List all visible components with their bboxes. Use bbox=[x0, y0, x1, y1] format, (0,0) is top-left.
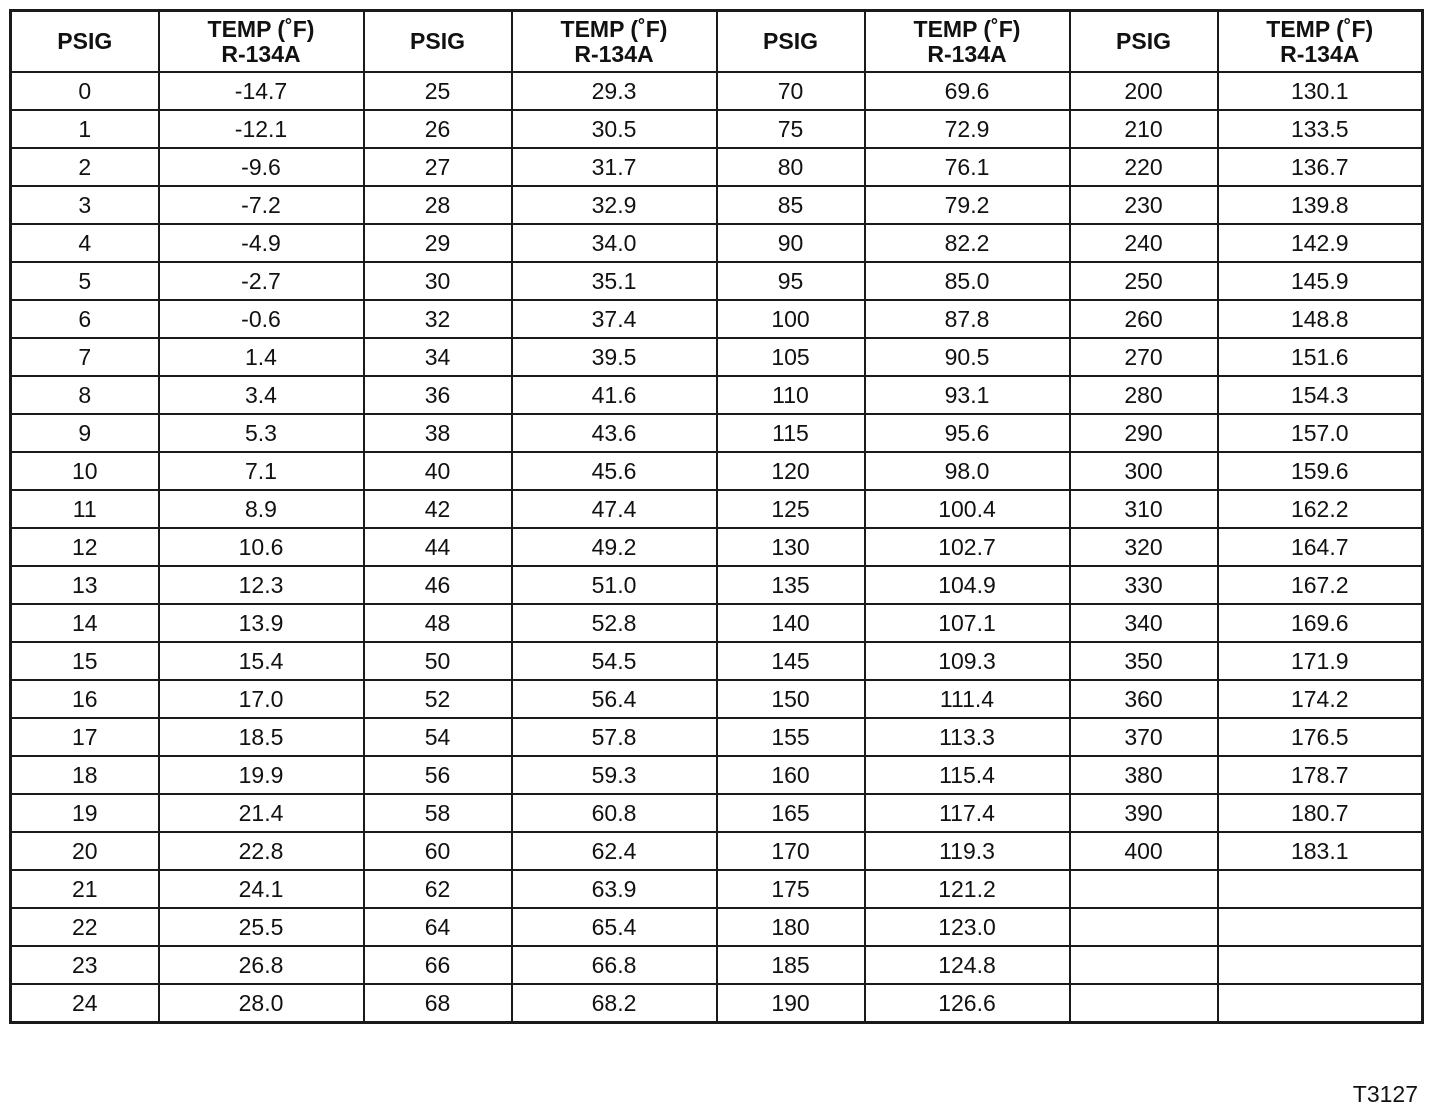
temp-cell: 15.4 bbox=[159, 642, 364, 680]
psig-cell: 190 bbox=[717, 984, 865, 1023]
temp-cell: 32.9 bbox=[512, 186, 717, 224]
table-row bbox=[11, 832, 1423, 870]
psig-cell: 19 bbox=[11, 794, 159, 832]
psig-cell: 26 bbox=[364, 110, 512, 148]
temp-cell: 1.4 bbox=[159, 338, 364, 376]
temp-cell: 104.9 bbox=[865, 566, 1070, 604]
temp-cell: 171.9 bbox=[1218, 642, 1423, 680]
temp-cell: 54.5 bbox=[512, 642, 717, 680]
psig-cell: 90 bbox=[717, 224, 865, 262]
psig-cell bbox=[1070, 870, 1218, 908]
psig-cell: 380 bbox=[1070, 756, 1218, 794]
psig-cell: 13 bbox=[11, 566, 159, 604]
psig-cell: 17 bbox=[11, 718, 159, 756]
psig-cell: 28 bbox=[364, 186, 512, 224]
temp-cell: 100.4 bbox=[865, 490, 1070, 528]
temp-cell: 47.4 bbox=[512, 490, 717, 528]
psig-cell: 80 bbox=[717, 148, 865, 186]
temp-cell: 121.2 bbox=[865, 870, 1070, 908]
table-row bbox=[11, 604, 1423, 642]
temp-cell: 57.8 bbox=[512, 718, 717, 756]
psig-cell: 64 bbox=[364, 908, 512, 946]
psig-cell: 38 bbox=[364, 414, 512, 452]
psig-cell: 85 bbox=[717, 186, 865, 224]
temp-cell: 174.2 bbox=[1218, 680, 1423, 718]
psig-cell: 5 bbox=[11, 262, 159, 300]
table-row bbox=[11, 186, 1423, 224]
temp-cell: 43.6 bbox=[512, 414, 717, 452]
psig-cell: 260 bbox=[1070, 300, 1218, 338]
temp-cell: 167.2 bbox=[1218, 566, 1423, 604]
temp-cell: 76.1 bbox=[865, 148, 1070, 186]
temp-cell: 7.1 bbox=[159, 452, 364, 490]
psig-cell: 350 bbox=[1070, 642, 1218, 680]
temp-cell: 151.6 bbox=[1218, 338, 1423, 376]
psig-cell: 330 bbox=[1070, 566, 1218, 604]
temp-cell: 98.0 bbox=[865, 452, 1070, 490]
temp-cell: -0.6 bbox=[159, 300, 364, 338]
table-row bbox=[11, 984, 1423, 1023]
psig-cell: 360 bbox=[1070, 680, 1218, 718]
psig-cell: 2 bbox=[11, 148, 159, 186]
temp-cell: -14.7 bbox=[159, 72, 364, 110]
temp-cell: 34.0 bbox=[512, 224, 717, 262]
psig-cell: 95 bbox=[717, 262, 865, 300]
psig-cell: 27 bbox=[364, 148, 512, 186]
psig-cell: 155 bbox=[717, 718, 865, 756]
header-line: TEMP (˚F) bbox=[913, 15, 1021, 42]
psig-cell: 54 bbox=[364, 718, 512, 756]
psig-cell: 10 bbox=[11, 452, 159, 490]
psig-cell: 48 bbox=[364, 604, 512, 642]
psig-cell: 29 bbox=[364, 224, 512, 262]
temp-cell: 35.1 bbox=[512, 262, 717, 300]
temp-cell: 22.8 bbox=[159, 832, 364, 870]
temp-cell: 164.7 bbox=[1218, 528, 1423, 566]
temp-cell: 176.5 bbox=[1218, 718, 1423, 756]
table-row bbox=[11, 414, 1423, 452]
temp-cell: 19.9 bbox=[159, 756, 364, 794]
psig-cell: 220 bbox=[1070, 148, 1218, 186]
psig-cell: 170 bbox=[717, 832, 865, 870]
header-temp-r134a bbox=[1218, 11, 1423, 73]
temp-cell: 60.8 bbox=[512, 794, 717, 832]
temp-cell: 124.8 bbox=[865, 946, 1070, 984]
header-psig bbox=[1070, 11, 1218, 73]
psig-cell: 140 bbox=[717, 604, 865, 642]
psig-cell: 340 bbox=[1070, 604, 1218, 642]
temp-cell: 136.7 bbox=[1218, 148, 1423, 186]
table-row bbox=[11, 794, 1423, 832]
temp-cell: 93.1 bbox=[865, 376, 1070, 414]
psig-cell: 210 bbox=[1070, 110, 1218, 148]
psig-cell: 18 bbox=[11, 756, 159, 794]
header-line: TEMP (˚F) bbox=[560, 15, 668, 42]
temp-cell: 28.0 bbox=[159, 984, 364, 1023]
psig-cell: 130 bbox=[717, 528, 865, 566]
header-line: R-134A bbox=[927, 40, 1007, 67]
psig-cell: 400 bbox=[1070, 832, 1218, 870]
temp-cell: 68.2 bbox=[512, 984, 717, 1023]
temp-cell: 178.7 bbox=[1218, 756, 1423, 794]
table-row bbox=[11, 224, 1423, 262]
temp-cell bbox=[1218, 984, 1423, 1023]
psig-cell: 115 bbox=[717, 414, 865, 452]
psig-cell: 42 bbox=[364, 490, 512, 528]
psig-cell: 20 bbox=[11, 832, 159, 870]
temp-cell bbox=[1218, 870, 1423, 908]
temp-cell: 37.4 bbox=[512, 300, 717, 338]
temp-cell: -12.1 bbox=[159, 110, 364, 148]
psig-cell: 165 bbox=[717, 794, 865, 832]
psig-cell: 100 bbox=[717, 300, 865, 338]
table-row bbox=[11, 72, 1423, 110]
temp-cell: 49.2 bbox=[512, 528, 717, 566]
psig-cell: 270 bbox=[1070, 338, 1218, 376]
header-temp-r134a bbox=[512, 11, 717, 73]
temp-cell: 162.2 bbox=[1218, 490, 1423, 528]
temp-cell: 10.6 bbox=[159, 528, 364, 566]
psig-cell: 150 bbox=[717, 680, 865, 718]
psig-cell: 7 bbox=[11, 338, 159, 376]
temp-cell: 30.5 bbox=[512, 110, 717, 148]
header-line: R-134A bbox=[574, 40, 654, 67]
psig-cell: 290 bbox=[1070, 414, 1218, 452]
psig-cell: 30 bbox=[364, 262, 512, 300]
psig-cell: 14 bbox=[11, 604, 159, 642]
temp-cell: 85.0 bbox=[865, 262, 1070, 300]
temp-cell: 45.6 bbox=[512, 452, 717, 490]
table-row bbox=[11, 946, 1423, 984]
psig-cell: 23 bbox=[11, 946, 159, 984]
psig-cell: 145 bbox=[717, 642, 865, 680]
temp-cell: -4.9 bbox=[159, 224, 364, 262]
temp-cell: 109.3 bbox=[865, 642, 1070, 680]
temp-cell: 26.8 bbox=[159, 946, 364, 984]
psig-cell: 34 bbox=[364, 338, 512, 376]
temp-cell: 66.8 bbox=[512, 946, 717, 984]
temp-cell: 51.0 bbox=[512, 566, 717, 604]
psig-cell: 16 bbox=[11, 680, 159, 718]
psig-cell: 0 bbox=[11, 72, 159, 110]
psig-cell: 62 bbox=[364, 870, 512, 908]
psig-cell: 24 bbox=[11, 984, 159, 1023]
psig-cell: 310 bbox=[1070, 490, 1218, 528]
psig-cell: 52 bbox=[364, 680, 512, 718]
psig-cell: 50 bbox=[364, 642, 512, 680]
temp-cell: 63.9 bbox=[512, 870, 717, 908]
temp-cell: 111.4 bbox=[865, 680, 1070, 718]
temp-cell: 13.9 bbox=[159, 604, 364, 642]
psig-cell: 370 bbox=[1070, 718, 1218, 756]
temp-cell: 133.5 bbox=[1218, 110, 1423, 148]
header-psig bbox=[364, 11, 512, 73]
temp-cell: 159.6 bbox=[1218, 452, 1423, 490]
psig-cell: 320 bbox=[1070, 528, 1218, 566]
temp-cell: -9.6 bbox=[159, 148, 364, 186]
table-row bbox=[11, 338, 1423, 376]
table-row bbox=[11, 490, 1423, 528]
psig-cell: 58 bbox=[364, 794, 512, 832]
header-line: PSIG bbox=[410, 28, 465, 54]
temp-cell: 24.1 bbox=[159, 870, 364, 908]
psig-cell: 390 bbox=[1070, 794, 1218, 832]
temp-cell: 148.8 bbox=[1218, 300, 1423, 338]
psig-cell: 56 bbox=[364, 756, 512, 794]
psig-cell: 75 bbox=[717, 110, 865, 148]
psig-cell: 22 bbox=[11, 908, 159, 946]
table-row bbox=[11, 262, 1423, 300]
psig-cell: 200 bbox=[1070, 72, 1218, 110]
table-row bbox=[11, 148, 1423, 186]
psig-cell: 1 bbox=[11, 110, 159, 148]
psig-cell: 160 bbox=[717, 756, 865, 794]
temp-cell: 126.6 bbox=[865, 984, 1070, 1023]
temp-cell: 5.3 bbox=[159, 414, 364, 452]
psig-cell: 300 bbox=[1070, 452, 1218, 490]
temp-cell: 39.5 bbox=[512, 338, 717, 376]
temp-cell: 62.4 bbox=[512, 832, 717, 870]
temp-cell: 79.2 bbox=[865, 186, 1070, 224]
temp-cell: 95.6 bbox=[865, 414, 1070, 452]
table-row bbox=[11, 642, 1423, 680]
psig-cell: 280 bbox=[1070, 376, 1218, 414]
psig-cell: 230 bbox=[1070, 186, 1218, 224]
psig-cell: 66 bbox=[364, 946, 512, 984]
header-line: PSIG bbox=[1116, 28, 1171, 54]
psig-cell: 3 bbox=[11, 186, 159, 224]
psig-cell: 44 bbox=[364, 528, 512, 566]
table-row bbox=[11, 908, 1423, 946]
temp-cell: 113.3 bbox=[865, 718, 1070, 756]
psig-cell: 21 bbox=[11, 870, 159, 908]
temp-cell bbox=[1218, 946, 1423, 984]
psig-cell bbox=[1070, 908, 1218, 946]
psig-cell bbox=[1070, 984, 1218, 1023]
psig-cell: 105 bbox=[717, 338, 865, 376]
psig-cell: 40 bbox=[364, 452, 512, 490]
psig-cell: 15 bbox=[11, 642, 159, 680]
temp-cell: 3.4 bbox=[159, 376, 364, 414]
psig-cell: 4 bbox=[11, 224, 159, 262]
temp-cell: 90.5 bbox=[865, 338, 1070, 376]
temp-cell: 52.8 bbox=[512, 604, 717, 642]
header-row bbox=[11, 11, 1423, 73]
psig-cell bbox=[1070, 946, 1218, 984]
temp-cell: 56.4 bbox=[512, 680, 717, 718]
table-row bbox=[11, 680, 1423, 718]
psig-cell: 32 bbox=[364, 300, 512, 338]
temp-cell: 119.3 bbox=[865, 832, 1070, 870]
temp-cell: 31.7 bbox=[512, 148, 717, 186]
temp-cell: 25.5 bbox=[159, 908, 364, 946]
temp-cell: 117.4 bbox=[865, 794, 1070, 832]
temp-cell: 180.7 bbox=[1218, 794, 1423, 832]
psig-cell: 25 bbox=[364, 72, 512, 110]
temp-cell: 17.0 bbox=[159, 680, 364, 718]
temp-cell: 123.0 bbox=[865, 908, 1070, 946]
table-row bbox=[11, 376, 1423, 414]
header-line: TEMP (˚F) bbox=[207, 15, 315, 42]
psig-cell: 70 bbox=[717, 72, 865, 110]
temp-cell: 145.9 bbox=[1218, 262, 1423, 300]
temp-cell: 154.3 bbox=[1218, 376, 1423, 414]
temp-cell bbox=[1218, 908, 1423, 946]
temp-cell: 87.8 bbox=[865, 300, 1070, 338]
temp-cell: 169.6 bbox=[1218, 604, 1423, 642]
psig-cell: 110 bbox=[717, 376, 865, 414]
header-line: PSIG bbox=[763, 28, 818, 54]
psig-cell: 185 bbox=[717, 946, 865, 984]
table-row bbox=[11, 870, 1423, 908]
header-line: PSIG bbox=[57, 28, 113, 54]
temp-cell: -7.2 bbox=[159, 186, 364, 224]
psig-cell: 6 bbox=[11, 300, 159, 338]
header-line: R-134A bbox=[221, 40, 301, 67]
header-line: TEMP (˚F) bbox=[1266, 15, 1374, 42]
header-psig bbox=[717, 11, 865, 73]
temp-cell: 157.0 bbox=[1218, 414, 1423, 452]
pressure-temperature-table bbox=[9, 9, 1424, 1024]
table-row bbox=[11, 756, 1423, 794]
temp-cell: 12.3 bbox=[159, 566, 364, 604]
table-row bbox=[11, 452, 1423, 490]
table-body bbox=[11, 72, 1423, 1023]
temp-cell: 102.7 bbox=[865, 528, 1070, 566]
header-line: R-134A bbox=[1280, 40, 1360, 67]
table-row bbox=[11, 110, 1423, 148]
temp-cell: 139.8 bbox=[1218, 186, 1423, 224]
temp-cell: -2.7 bbox=[159, 262, 364, 300]
psig-cell: 9 bbox=[11, 414, 159, 452]
psig-cell: 8 bbox=[11, 376, 159, 414]
table-row bbox=[11, 718, 1423, 756]
temp-cell: 29.3 bbox=[512, 72, 717, 110]
temp-cell: 69.6 bbox=[865, 72, 1070, 110]
table-row bbox=[11, 566, 1423, 604]
psig-cell: 175 bbox=[717, 870, 865, 908]
temp-cell: 18.5 bbox=[159, 718, 364, 756]
psig-cell: 180 bbox=[717, 908, 865, 946]
psig-cell: 11 bbox=[11, 490, 159, 528]
temp-cell: 130.1 bbox=[1218, 72, 1423, 110]
psig-cell: 60 bbox=[364, 832, 512, 870]
temp-cell: 21.4 bbox=[159, 794, 364, 832]
header-temp-r134a bbox=[865, 11, 1070, 73]
table-row bbox=[11, 528, 1423, 566]
temp-cell: 41.6 bbox=[512, 376, 717, 414]
psig-cell: 46 bbox=[364, 566, 512, 604]
temp-cell: 65.4 bbox=[512, 908, 717, 946]
psig-cell: 68 bbox=[364, 984, 512, 1023]
psig-cell: 240 bbox=[1070, 224, 1218, 262]
table-header bbox=[11, 11, 1423, 73]
temp-cell: 115.4 bbox=[865, 756, 1070, 794]
psig-cell: 125 bbox=[717, 490, 865, 528]
temp-cell: 8.9 bbox=[159, 490, 364, 528]
psig-cell: 250 bbox=[1070, 262, 1218, 300]
psig-cell: 36 bbox=[364, 376, 512, 414]
table-row bbox=[11, 300, 1423, 338]
temp-cell: 72.9 bbox=[865, 110, 1070, 148]
header-temp-r134a bbox=[159, 11, 364, 73]
psig-cell: 120 bbox=[717, 452, 865, 490]
temp-cell: 183.1 bbox=[1218, 832, 1423, 870]
temp-cell: 142.9 bbox=[1218, 224, 1423, 262]
psig-cell: 12 bbox=[11, 528, 159, 566]
figure-id-label: T3127 bbox=[1352, 1081, 1418, 1107]
header-psig bbox=[11, 11, 159, 73]
temp-cell: 82.2 bbox=[865, 224, 1070, 262]
psig-cell: 135 bbox=[717, 566, 865, 604]
temp-cell: 107.1 bbox=[865, 604, 1070, 642]
temp-cell: 59.3 bbox=[512, 756, 717, 794]
